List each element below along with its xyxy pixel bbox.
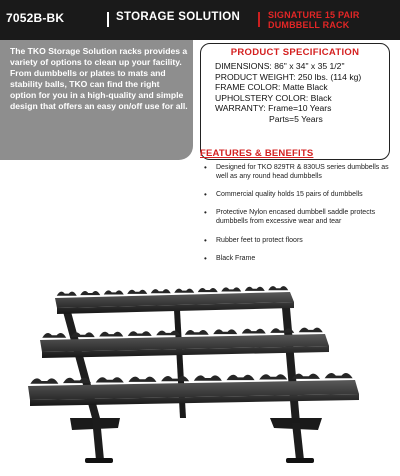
upright-right bbox=[282, 308, 300, 423]
intro-panel bbox=[0, 40, 193, 160]
bullet: • bbox=[204, 254, 207, 263]
dumbbell-rack-image bbox=[0, 268, 400, 476]
dumbbell-saddle bbox=[213, 329, 237, 334]
dumbbell-saddle bbox=[127, 290, 147, 294]
dumbbell-saddle bbox=[299, 328, 323, 333]
dumbbell-saddle bbox=[221, 287, 241, 291]
rack-frame bbox=[28, 286, 359, 463]
feature-item: • Designed for TKO 829TR & 830US series dumbbells as well as any round head dumbbells bbox=[204, 163, 389, 180]
spec-lines bbox=[215, 61, 361, 125]
bullet: • bbox=[204, 190, 207, 199]
product-title-line2: DUMBBELL RACK bbox=[268, 20, 350, 30]
dumbbell-saddle bbox=[57, 292, 77, 296]
dumbbell-saddle bbox=[174, 289, 194, 293]
dumbbell-saddle bbox=[270, 328, 294, 333]
spec-warranty-parts: Parts=5 Years bbox=[269, 113, 323, 124]
rubber-foot-right bbox=[286, 458, 314, 463]
dumbbell-saddle bbox=[128, 331, 152, 336]
features-title: FEATURES & BENEFITS bbox=[200, 148, 314, 159]
spec-weight: PRODUCT WEIGHT: 250 lbs. (114 kg) bbox=[215, 71, 362, 82]
feature-item: • Rubber feet to protect floors bbox=[204, 236, 303, 245]
product-spec-box bbox=[200, 43, 390, 160]
dumbbell-saddle bbox=[96, 377, 124, 382]
dumbbell-saddle bbox=[30, 378, 58, 383]
product-title bbox=[268, 10, 398, 30]
dumbbell-saddle bbox=[161, 376, 189, 381]
dumbbell-saddle bbox=[42, 333, 66, 338]
feature-item: • Commercial quality holds 15 pairs of dumbbells bbox=[204, 190, 363, 199]
dumbbell-saddle bbox=[156, 331, 180, 336]
bullet: • bbox=[204, 208, 207, 217]
spec-warranty: WARRANTY: Frame=10 Years bbox=[215, 103, 332, 114]
spec-title: PRODUCT SPECIFICATION bbox=[230, 47, 360, 58]
dumbbell-saddle bbox=[242, 329, 266, 334]
header-divider-red bbox=[258, 12, 260, 27]
dumbbell-saddle bbox=[292, 374, 320, 379]
product-title-line1: SIGNATURE 15 PAIR bbox=[268, 10, 360, 20]
features-list bbox=[202, 163, 392, 263]
dumbbell-saddle bbox=[268, 286, 288, 290]
spec-dimensions: DIMENSIONS: 86" x 34" x 35 1/2" bbox=[215, 61, 345, 71]
dumbbell-saddle bbox=[151, 289, 171, 293]
dumbbell-saddle bbox=[194, 375, 222, 380]
dumbbell-saddle bbox=[185, 330, 209, 335]
dumbbell-saddle bbox=[245, 287, 265, 291]
dumbbell-saddle bbox=[104, 290, 124, 294]
dumbbell-saddle bbox=[63, 378, 91, 383]
feature-item: • Black Frame bbox=[204, 254, 256, 263]
feature-item: • Protective Nylon encased dumbbell saddle protects dumbbells from excessive wear and tear bbox=[204, 208, 376, 225]
intro-text: The TKO Storage Solution racks provides a variety of options to clean up your facility. From dumbbells or plates to mats and stability balls, TKO can find the right option for you in a high-quality and simple design that offers an easy on/off use for all. bbox=[10, 46, 188, 111]
header-bar bbox=[0, 0, 400, 40]
dumbbell-saddle bbox=[325, 373, 353, 378]
dumbbell-saddle bbox=[128, 377, 156, 382]
section-title: STORAGE SOLUTION bbox=[116, 11, 241, 23]
spec-upholstery: UPHOLSTERY COLOR: Black bbox=[215, 92, 332, 103]
dumbbell-saddle bbox=[80, 291, 100, 295]
dumbbell-saddle bbox=[71, 332, 95, 337]
dumbbell-saddle bbox=[227, 375, 255, 380]
header-divider bbox=[107, 12, 109, 27]
spec-frame-color: FRAME COLOR: Matte Black bbox=[215, 82, 328, 93]
dumbbell-saddle bbox=[99, 332, 123, 337]
rubber-foot-left bbox=[85, 458, 113, 463]
model-code: 7052B-BK bbox=[6, 11, 65, 25]
bullet: • bbox=[204, 163, 207, 172]
bullet: • bbox=[204, 236, 207, 245]
dumbbell-saddle bbox=[198, 288, 218, 292]
dumbbell-saddle bbox=[259, 374, 287, 379]
